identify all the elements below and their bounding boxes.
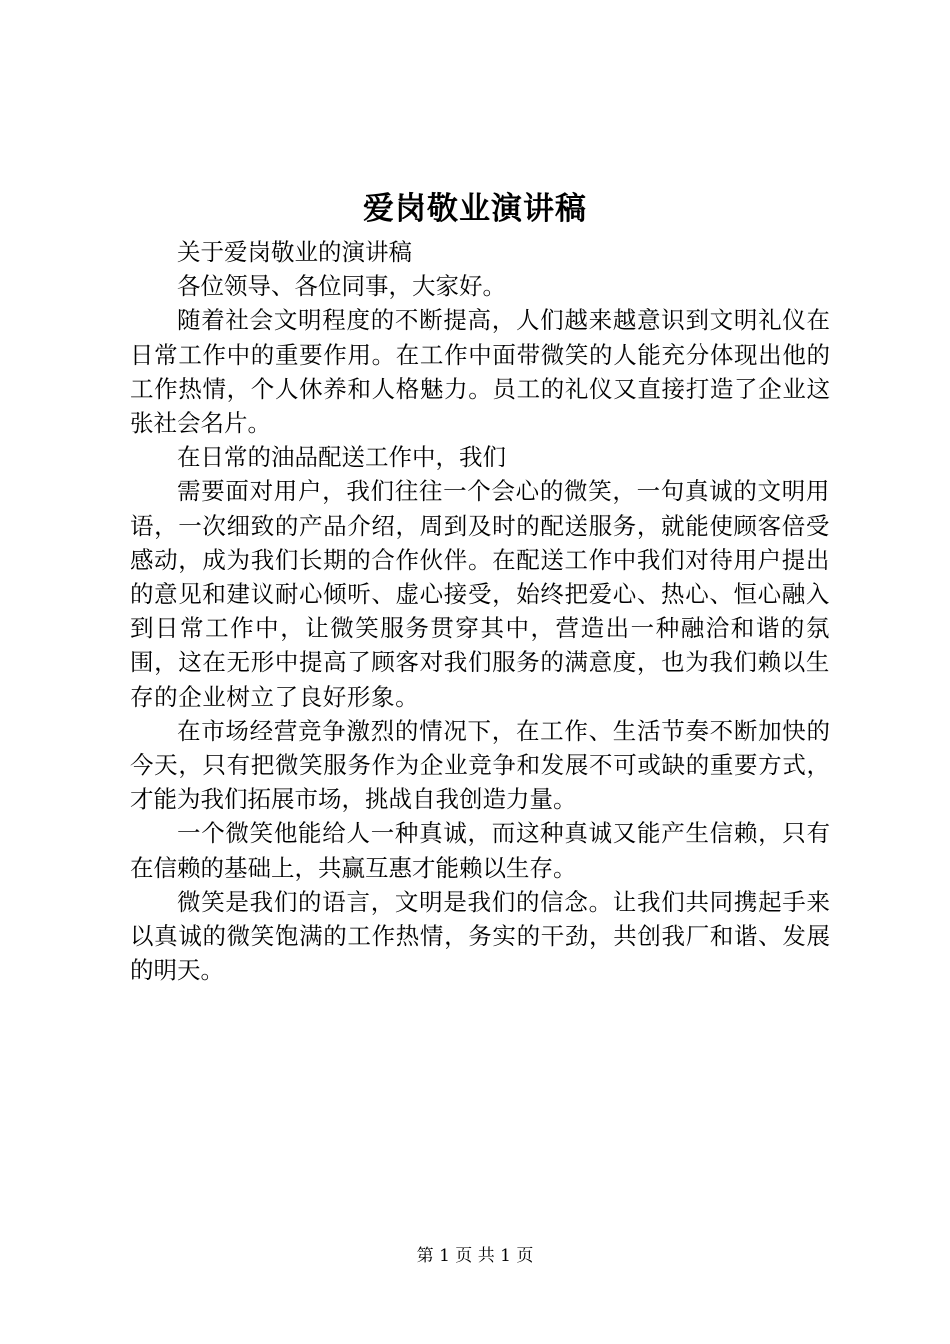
document-body <box>130 235 830 987</box>
paragraph-greeting: 各位领导、各位同事，大家好。 <box>177 272 506 301</box>
paragraph-trust: 一个微笑他能给人一种真诚，而这种真诚又能产生信赖，只有在信赖的基础上，共赢互惠才能赖以生存。 <box>130 819 830 882</box>
paragraph-customer-service: 需要面对用户，我们往往一个会心的微笑，一句真诚的文明用语，一次细致的产品介绍，周到及时的配送服务，就能使顾客倍受感动，成为我们长期的合作伙伴。在配送工作中我们对待用户提出的意见和建议耐心倾听、虚心接受，始终把爱心、热心、恒心融入到日常工作中，让微笑服务贯穿其中，营造出一种融洽和谐的氛围，这在无形中提高了顾客对我们服务的满意度，也为我们赖以生存的企业树立了良好形象。 <box>130 477 830 711</box>
paragraph-delivery-intro: 在日常的油品配送工作中，我们 <box>177 443 506 472</box>
document-title: 爱岗敬业演讲稿 <box>363 191 587 227</box>
paragraph-etiquette: 随着社会文明程度的不断提高，人们越来越意识到文明礼仪在日常工作中的重要作用。在工作中面带微笑的人能充分体现出他的工作热情，个人休养和人格魅力。员工的礼仪又直接打造了企业这张社会名片。 <box>130 306 830 438</box>
page-number-footer: 第 1 页 共 1 页 <box>416 1246 534 1266</box>
paragraph-closing: 微笑是我们的语言，文明是我们的信念。让我们共同携起手来以真诚的微笑饱满的工作热情，务实的干劲，共创我厂和谐、发展的明天。 <box>130 887 830 985</box>
paragraph-subtitle: 关于爱岗敬业的演讲稿 <box>177 238 412 266</box>
paragraph-market-competition: 在市场经营竞争激烈的情况下，在工作、生活节奏不断加快的今天，只有把微笑服务作为企业竞争和发展不可或缺的重要方式，才能为我们拓展市场，挑战自我创造力量。 <box>130 716 830 814</box>
